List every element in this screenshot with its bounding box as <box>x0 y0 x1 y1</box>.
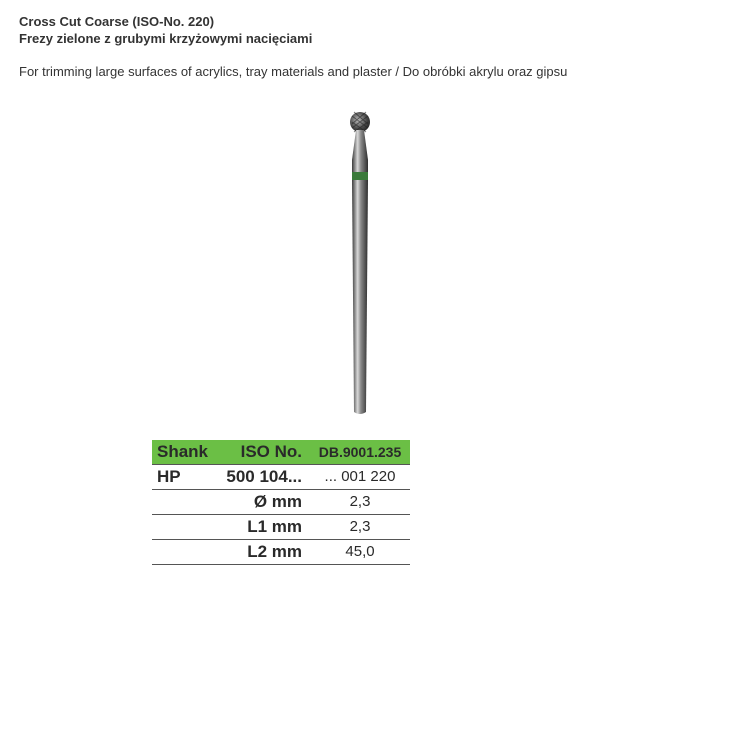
row-value: 2,3 <box>349 493 371 510</box>
product-title: Cross Cut Coarse (ISO-No. 220) <box>19 14 215 29</box>
row-value: 45,0 <box>345 543 375 560</box>
table-row <box>152 465 410 490</box>
table-row <box>152 540 410 565</box>
header-iso: ISO No. <box>240 442 302 461</box>
bur-shank <box>352 180 368 414</box>
cross-cut-bur-icon <box>330 100 390 420</box>
row-label: Ø mm <box>253 492 302 511</box>
header-catalog: DB.9001.235 <box>318 444 402 460</box>
table-row <box>152 515 410 540</box>
row-value: ... 001 220 <box>324 468 396 485</box>
row-label: L1 mm <box>247 517 302 536</box>
bur-neck <box>352 130 368 160</box>
spec-table <box>152 440 410 565</box>
spec-table-header <box>152 440 410 465</box>
row-shank-label: HP <box>157 467 181 486</box>
table-row <box>152 490 410 515</box>
product-description: For trimming large surfaces of acrylics, tray materials and plaster / Do obróbki akrylu oraz gipsu <box>19 64 568 79</box>
bur-color-ring <box>352 172 368 180</box>
row-value: 2,3 <box>349 518 371 535</box>
row-label: 500 104... <box>226 467 302 486</box>
product-subtitle: Frezy zielone z grubymi krzyżowymi nacięciami <box>19 31 313 46</box>
row-label: L2 mm <box>247 542 302 561</box>
header-shank: Shank <box>157 442 209 461</box>
